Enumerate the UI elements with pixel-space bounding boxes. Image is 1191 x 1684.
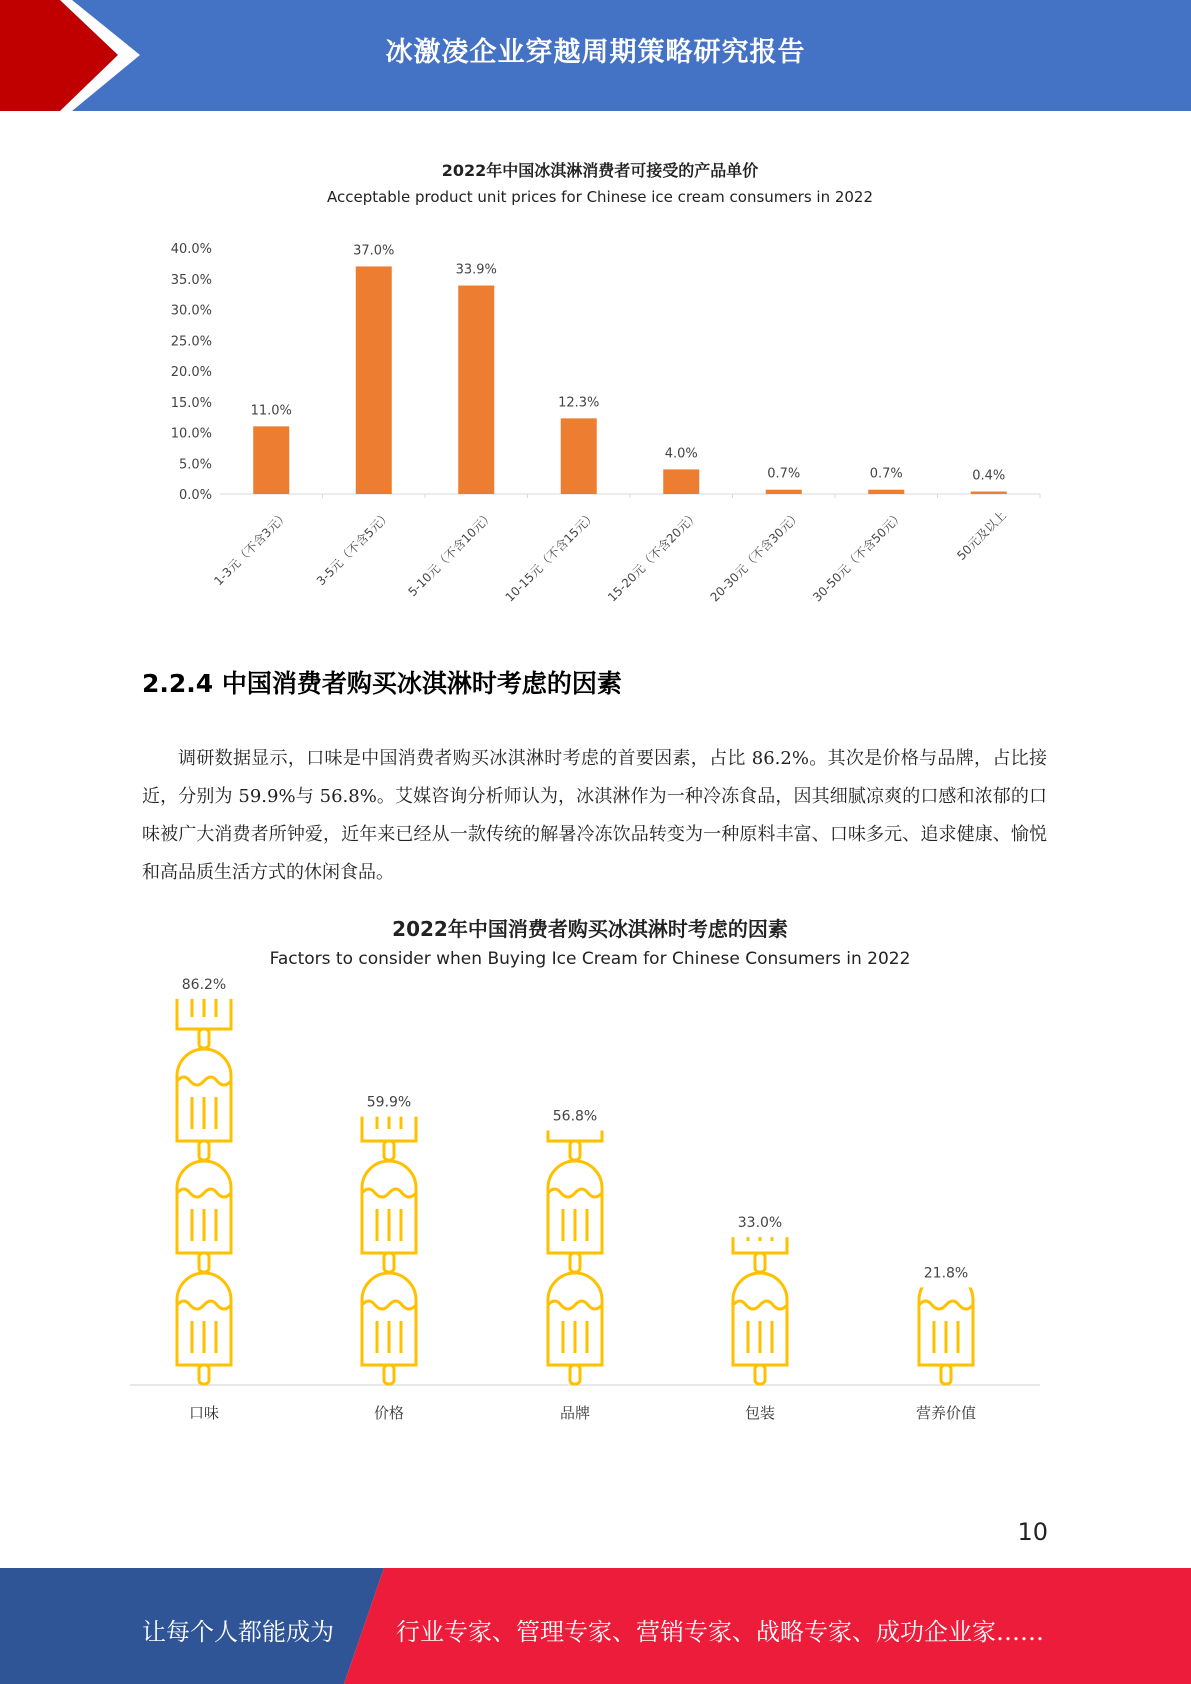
bar [253,426,289,494]
x-category-label: 20-30元（不含30元） [707,508,804,605]
y-tick-label: 20.0% [170,365,212,380]
purchase-factors-chart [130,905,1050,1445]
y-tick-label: 25.0% [170,334,212,350]
category-label: 品牌 [559,1404,591,1422]
bar-data-label: 0.7% [869,466,903,482]
bar [356,266,392,494]
value-label: 21.8% [923,1265,969,1282]
bar-data-label: 33.9% [455,262,497,278]
bar [458,286,494,494]
chart1-title: 2022年中国冰淇淋消费者可接受的产品单价 [441,161,759,180]
category-label: 包装 [744,1404,776,1422]
bar [766,490,802,494]
bar [663,469,699,494]
unit-price-chart [140,150,1060,640]
bar [561,418,597,494]
value-label: 56.8% [552,1108,598,1125]
footer-slogan-left: 让每个人都能成为 [142,1618,334,1646]
body-paragraph: 调研数据显示，口味是中国消费者购买冰淇淋时考虑的首要因素，占比 86.2%。其次是价格与品牌，占比接近，分别为 59.9%与 56.8%。艾媒咨询分析师认为，冰淇淋作为一种冷冻食品，因其细腻凉爽的口感和浓郁的口味被广大消费者所钟爱，近年来已经从一款传统的解暑冷冻饮品转变为一种原料丰富、口味多元、追求健康、愉悦和高品质生活方式的休闲食品。 [142,748,1047,883]
bar-data-label: 12.3% [558,395,600,411]
value-label: 86.2% [181,976,227,993]
popsicle-icon-stack [177,937,231,1384]
x-category-label: 30-50元（不含50元） [810,508,907,605]
category-label: 营养价值 [915,1404,977,1422]
y-tick-label: 15.0% [170,395,212,411]
x-category-label: 15-20元（不含20元） [605,508,702,605]
value-label: 59.9% [366,1094,412,1111]
bar-data-label: 37.0% [353,243,395,259]
value-label: 33.0% [737,1215,783,1232]
chart1-plot [140,150,1060,640]
x-category-label: 10-15元（不含15元） [502,508,599,605]
category-label: 口味 [188,1404,220,1422]
chart2-plot [130,905,1050,1445]
y-tick-label: 35.0% [170,272,212,288]
page-header [0,0,1191,111]
popsicle-icon-stack [548,1049,602,1384]
header-title: 冰激凌企业穿越周期策略研究报告 [385,37,806,68]
x-category-label: 50元及以上 [954,508,1009,563]
section-heading: 2.2.4 中国消费者购买冰淇淋时考虑的因素 [142,669,622,698]
chart1-subtitle: Acceptable product unit prices for Chinese ice cream consumers in 2022 [326,188,874,206]
category-label: 价格 [373,1404,405,1422]
chart2-title: 2022年中国消费者购买冰淇淋时考虑的因素 [392,917,788,941]
x-category-label: 1-3元（不含3元） [211,508,292,589]
y-tick-label: 10.0% [170,426,212,442]
popsicle-icon-stack [919,1273,973,1384]
bar-data-label: 4.0% [664,446,698,462]
bar-data-label: 11.0% [250,403,292,419]
bar [868,490,904,494]
y-tick-label: 5.0% [178,457,212,473]
popsicle-icon-stack [733,1161,787,1384]
y-tick-label: 30.0% [170,303,212,319]
footer-slogan-right: 行业专家、管理专家、营销专家、战略专家、成功企业家…… [396,1618,1044,1646]
x-category-label: 3-5元（不含5元） [313,508,394,589]
bar-data-label: 0.4% [972,468,1006,484]
y-tick-label: 0.0% [178,488,212,503]
y-tick-label: 40.0% [170,242,212,257]
page-number: 10 [1017,1518,1048,1546]
x-category-label: 5-10元（不含10元） [405,508,497,600]
chart2-subtitle: Factors to consider when Buying Ice Cream for Chinese Consumers in 2022 [269,949,911,969]
bar-data-label: 0.7% [767,466,801,482]
bar [971,492,1007,494]
